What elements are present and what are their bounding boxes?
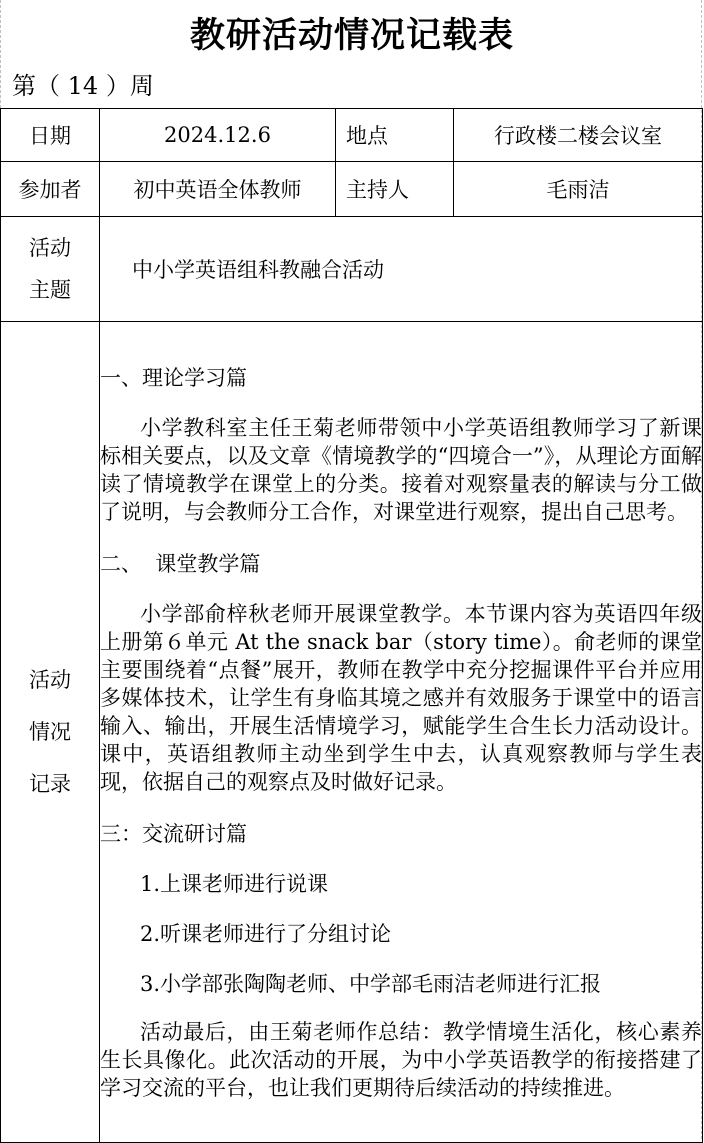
date-value: 2024.12.6 <box>100 109 336 162</box>
record-label-line1: 活动 <box>29 668 71 692</box>
section1-text: 小学教科室主任王菊老师带领中小学英语组教师学习了新课标相关要点，以及文章《情境教学的“四境合一”》，从理论方面解读了情境教学在课堂上的分类。接着对观察量表的解读与分工做了说明，与会教师分工合作，对课堂进行观察，提出自己思考。 <box>100 416 702 524</box>
theme-row <box>1 217 703 322</box>
section3-item-3: 3.小学部张陶陶老师、中学部毛雨洁老师进行汇报 <box>140 972 602 996</box>
section2-heading: 二、 课堂教学篇 <box>100 552 261 576</box>
location-label: 地点 <box>336 109 454 162</box>
record-label-cell <box>1 322 100 1143</box>
record-label <box>29 654 71 810</box>
info-row-date <box>1 109 703 162</box>
week-prefix: 第（ <box>12 72 60 100</box>
participants-value: 初中英语全体教师 <box>100 162 336 217</box>
section3-heading: 三：交流研讨篇 <box>100 822 247 846</box>
page-title: 教研活动情况记载表 <box>189 15 514 56</box>
week-suffix: ）周 <box>105 72 154 100</box>
info-row-participants <box>1 162 703 217</box>
section1-heading: 一、理论学习篇 <box>100 366 247 390</box>
host-value: 毛雨洁 <box>454 162 703 217</box>
theme-label <box>29 227 71 311</box>
record-table <box>0 108 703 1143</box>
theme-label-cell <box>1 217 100 322</box>
theme-value: 中小学英语组科教融合活动 <box>100 217 703 322</box>
participants-label: 参加者 <box>1 162 100 217</box>
section2-text: 小学部俞梓秋老师开展课堂教学。本节课内容为英语四年级上册第６单元 At the snack bar（story time）。俞老师的课堂主要围绕着“点餐”展开，教师在教学中充分挖掘课件平台并应用多媒体技术，让学生有身临其境之感并有效服务于课堂中的语言输入、输出，开展生活情境学习，赋能学生合生长力活动设计。课中，英语组教师主动坐到学生中去，认真观察教师与学生表现，依据自己的观察点及时做好记录。 <box>100 602 702 794</box>
record-row <box>1 322 703 1143</box>
record-label-line3: 记录 <box>29 772 71 796</box>
host-label: 主持人 <box>336 162 454 217</box>
record-label-line2: 情况 <box>29 720 71 744</box>
record-content <box>100 322 703 1143</box>
theme-label-line1: 活动 <box>29 236 71 260</box>
location-value: 行政楼二楼会议室 <box>454 109 703 162</box>
theme-label-line2: 主题 <box>29 278 71 302</box>
date-label: 日期 <box>1 109 100 162</box>
section3-item-2: 2.听课老师进行了分组讨论 <box>140 922 392 946</box>
week-line <box>12 66 154 101</box>
week-number: 14 <box>67 72 99 100</box>
summary-text: 活动最后，由王菊老师作总结：教学情境生活化，核心素养生长具像化。此次活动的开展，为中小学英语教学的衔接搭建了学习交流的平台，也让我们更期待后续活动的持续推进。 <box>100 1020 702 1100</box>
section3-item-1: 1.上课老师进行说课 <box>140 872 329 896</box>
